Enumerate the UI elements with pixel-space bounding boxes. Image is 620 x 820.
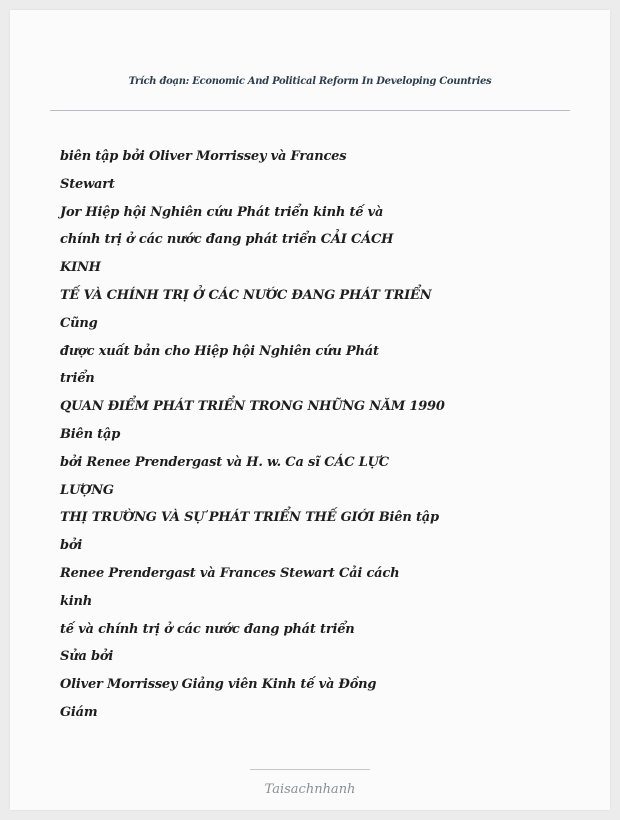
document-page	[10, 10, 610, 810]
body-line: bởi Renee Prendergast và H. w. Ca sĩ CÁC LỰC	[60, 454, 389, 470]
body-line: được xuất bản cho Hiệp hội Nghiên cứu Phát	[60, 343, 379, 359]
body-line: QUAN ĐIỂM PHÁT TRIỂN TRONG NHỮNG NĂM 1990	[60, 399, 445, 415]
footer-divider	[250, 769, 370, 770]
footer-site-name: Taisachnhanh	[264, 782, 356, 797]
body-line: THỊ TRƯỜNG VÀ SỰ PHÁT TRIỂN THẾ GIỚI Biên tập	[60, 510, 439, 526]
body-line: triển	[60, 371, 95, 387]
document-title: Trích đoạn: Economic And Political Reform In Developing Countries	[128, 76, 492, 87]
body-line: bởi	[60, 538, 83, 554]
body-line: Sửa bởi	[60, 649, 114, 665]
body-line: biên tập bởi Oliver Morrissey và Frances	[60, 149, 347, 164]
body-line: Oliver Morrissey Giảng viên Kinh tế và Đồng	[60, 677, 377, 693]
body-line: kinh	[60, 593, 93, 609]
body-line: chính trị ở các nước đang phát triển CẢI CÁCH	[60, 232, 394, 248]
body-line: Stewart	[60, 176, 115, 192]
body-line: Cũng	[60, 315, 98, 331]
body-line: LƯỢNG	[60, 482, 114, 498]
body-line: Jor Hiệp hội Nghiên cứu Phát triển kinh tế và	[60, 204, 384, 220]
body-line: Biên tập	[60, 426, 121, 442]
document-body	[60, 143, 560, 727]
body-line: tế và chính trị ở các nước đang phát triển	[60, 621, 355, 637]
title-divider	[50, 110, 570, 111]
body-line: TẾ VÀ CHÍNH TRỊ Ở CÁC NƯỚC ĐANG PHÁT TRIỂN	[60, 287, 432, 303]
body-line: Giám	[60, 704, 98, 720]
body-line: Renee Prendergast và Frances Stewart Cải cách	[60, 565, 400, 581]
body-line: KINH	[60, 260, 101, 276]
